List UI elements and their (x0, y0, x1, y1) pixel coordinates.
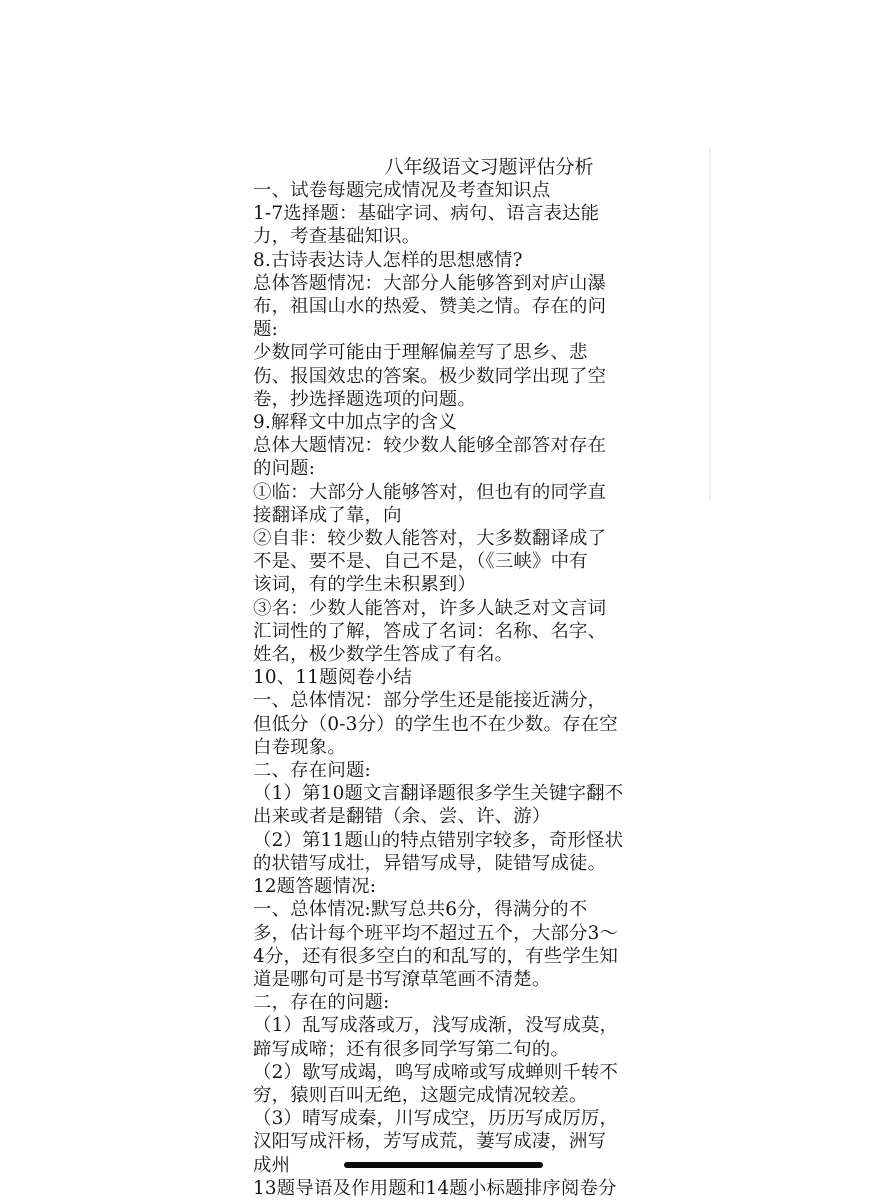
document-text (253, 179, 645, 1200)
text-line: 卷，抄选择题选项的问题。 (253, 388, 477, 410)
text-line: 总体大题情况：较少数人能够全部答对存在 (253, 435, 607, 457)
text-line: 出来或者是翻错（余、尝、许、游） (253, 806, 551, 828)
text-line: 8.古诗表达诗人怎样的思想感情? (253, 249, 523, 271)
text-line: 不是、要不是、自己不是，（《三峡》中有 (253, 551, 588, 573)
text-line: 力，考查基础知识。 (253, 226, 421, 248)
home-indicator[interactable] (344, 1162, 543, 1168)
text-line: 的问题: (253, 458, 316, 480)
text-line: 题: (253, 319, 278, 341)
text-line: 9.解释文中加点字的含义 (253, 412, 457, 434)
text-line: 13题导语及作用题和14题小标题排序阅卷分 (253, 1177, 617, 1199)
page-edge-shadow (709, 148, 711, 500)
text-line: 成州 (253, 1154, 291, 1176)
text-line: 白卷现象。 (253, 736, 346, 758)
text-line: 10、11题阅卷小结 (253, 667, 413, 689)
text-line: 汉阳写成汗杨，芳写成荒，萋写成凄，洲写 (253, 1131, 607, 1153)
text-line: 姓名，极少数学生答成了有名。 (253, 644, 514, 666)
text-line: （1）乱写成落或万，浅写成渐，没写成莫， (253, 1015, 619, 1037)
text-line: 少数同学可能由于理解偏差写了思乡、悲 (253, 342, 588, 364)
text-line: ③名：少数人能答对，许多人缺乏对文言词 (253, 597, 607, 619)
text-line: ②自非：较少数人能答对，大多数翻译成了 (253, 528, 607, 550)
text-line: 该词，有的学生未积累到） (253, 574, 477, 596)
text-line: 12题答题情况: (253, 876, 377, 898)
text-line: 多，估计每个班平均不超过五个，大部分3～ (253, 922, 619, 944)
text-line: 一、试卷每题完成情况及考查知识点 (253, 180, 551, 201)
text-line: 的状错写成壮，异错写成导，陡错写成徒。 (253, 852, 607, 874)
text-line: 4分，还有很多空白的和乱写的，有些学生知 (253, 945, 619, 967)
text-line: 一、总体情况：部分学生还是能接近满分， (253, 690, 607, 712)
document-body (253, 156, 645, 1200)
text-line: 但低分（0-3分）的学生也不在少数。存在空 (253, 713, 618, 735)
text-line: 道是哪句可是书写潦草笔画不清楚。 (253, 968, 551, 990)
text-line: 汇词性的了解，答成了名词：名称、名字、 (253, 620, 607, 642)
text-line: （2）歇写成竭，鸣写成啼或写成蝉则千转不 (253, 1061, 619, 1083)
document-title: 八年级语文习题评估分析 (384, 156, 594, 178)
text-line: 接翻译成了靠，向 (253, 504, 402, 526)
text-line: 总体答题情况：大部分人能够答到对庐山瀑 (253, 272, 607, 294)
text-line: 一、总体情况:默写总共6分，得满分的不 (253, 899, 588, 921)
text-line: 蹄写成啼；还有很多同学写第二句的。 (253, 1038, 570, 1060)
text-line: （1）第10题文言翻译题很多学生关键字翻不 (253, 783, 624, 805)
text-line: 伤、报国效忠的答案。极少数同学出现了空 (253, 365, 607, 387)
text-line: （2）第11题山的特点错别字较多，奇形怪状 (253, 829, 624, 851)
text-line: ①临：大部分人能够答对，但也有的同学直 (253, 481, 607, 503)
text-line: 布，祖国山水的热爱、赞美之情。存在的问 (253, 296, 607, 318)
text-line: （3）晴写成秦，川写成空，历历写成厉厉， (253, 1108, 619, 1130)
text-line: 二、存在问题: (253, 760, 371, 782)
text-line: 1-7选择题：基础字词、病句、语言表达能 (253, 203, 600, 225)
text-line: 穷，猿则百叫无绝，这题完成情况较差。 (253, 1084, 588, 1106)
text-line: 二，存在的问题: (253, 992, 390, 1014)
